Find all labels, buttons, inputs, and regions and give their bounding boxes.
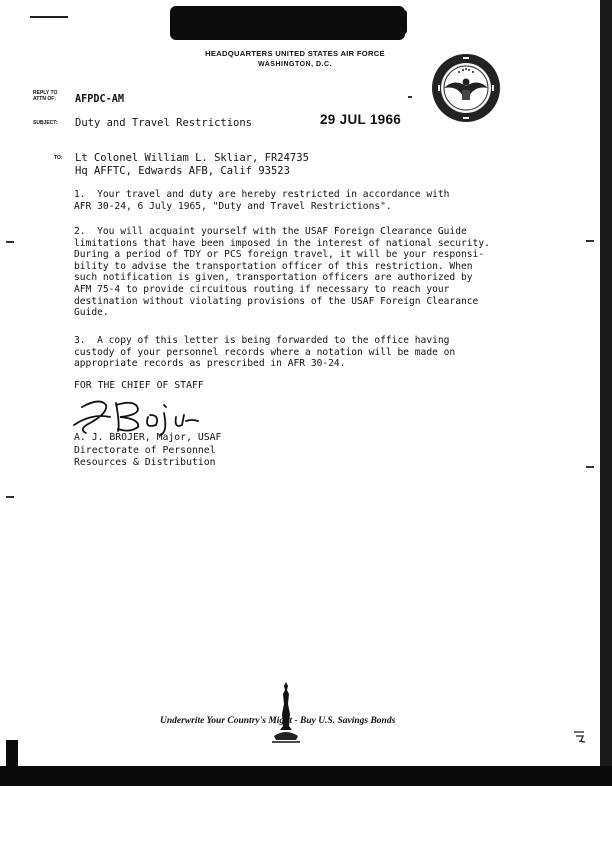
paragraph-3: 3. A copy of this letter is being forwarded to the office having custody of your personnel records where a notation will be made on appropriate records as prescribed in AFR 30-24. [74,335,456,370]
subject-text: Duty and Travel Restrictions [75,117,253,129]
date-stamp: 29 JUL 1966 [320,112,402,127]
handwritten-signature [60,395,240,437]
letterhead-organization: HEADQUARTERS UNITED STATES AIR FORCE [205,49,385,58]
margin-tick [586,240,594,242]
page-margin-bottom [0,786,612,841]
letterhead-city: WASHINGTON, D.C. [258,61,332,68]
redaction-block-edge [395,10,407,34]
to-label: TO: [54,155,63,161]
minuteman-statue-icon [272,680,300,744]
addressee-name: Lt Colonel William L. Skliar, FR24735 [75,152,309,164]
scan-corner-mark [573,730,587,744]
redaction-block [170,6,405,40]
attn-of-label: ATTN OF: [33,96,56,102]
addressee-unit: Hq AFFTC, Edwards AFB, Calif 93523 [75,165,290,177]
margin-tick [6,241,14,243]
margin-tick [586,466,594,468]
paragraph-2: 2. You will acquaint yourself with the USAF Foreign Clearance Guide limitations that have been imposed in the interest of national security. During a period of TDY or PCS foreign travel, it will be your responsi- bility to advise the transportation officer of this restriction. When such notification is given, transportation officers are authorized by AFM 75-4 to provide circuitous routing if necessary to reach your destination without violating provisions of the USAF Foreign Clearance Guide. [74,226,490,319]
reply-to-label: REPLY TO [33,90,58,96]
office-symbol: AFPDC-AM [75,94,125,105]
scan-edge-right [600,0,612,780]
closing-line: FOR THE CHIEF OF STAFF [74,380,204,391]
paragraph-1: 1. Your travel and duty are hereby restricted in accordance with AFR 30-24, 6 July 1965, "Duty and Travel Restrictions". [74,189,450,212]
signer-title-line-1: Directorate of Personnel [74,445,216,456]
scan-edge-bottom [0,766,612,786]
margin-tick [6,496,14,498]
scan-dot [408,96,412,98]
savings-bond-slogan: Underwrite Your Country's Might - Buy U.S. Savings Bonds [160,716,396,726]
scan-mark [30,16,68,18]
subject-label: SUBJECT: [33,120,58,126]
department-of-defense-seal-icon [430,52,502,124]
signer-name: A. J. BROJER, Major, USAF [74,432,222,443]
signer-title-line-2: Resources & Distribution [74,457,216,468]
